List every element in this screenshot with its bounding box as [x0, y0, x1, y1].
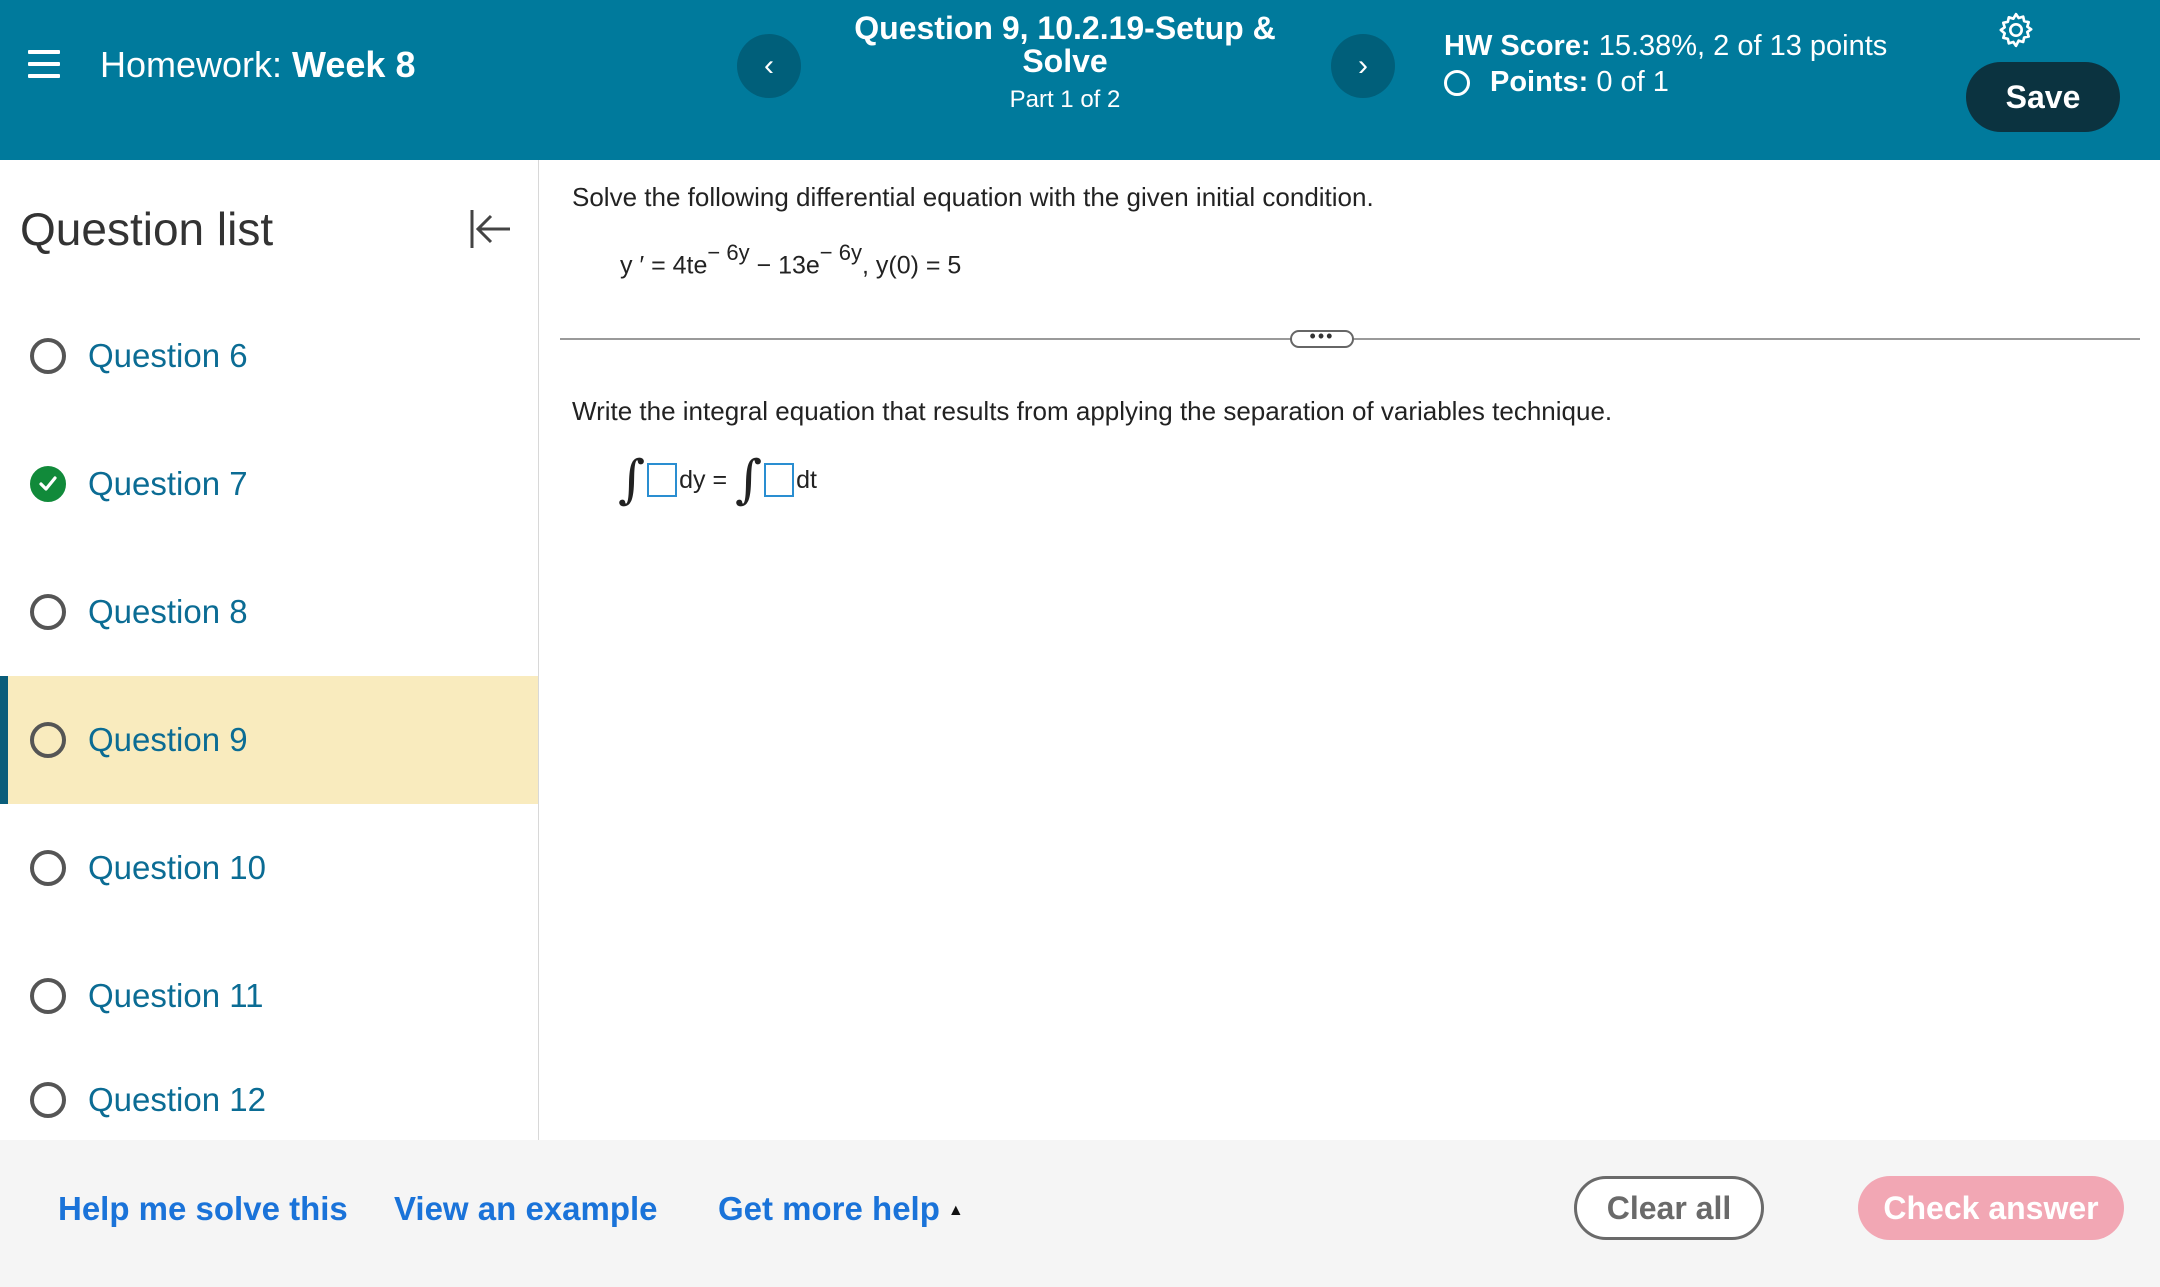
- view-example-link[interactable]: View an example: [394, 1190, 658, 1227]
- question-list-item[interactable]: [0, 932, 538, 1060]
- question-list-label: Question 11: [88, 977, 264, 1014]
- empty-circle-icon: [1444, 70, 1470, 96]
- previous-question-button[interactable]: [737, 34, 801, 98]
- question-list-item[interactable]: [0, 548, 538, 676]
- question-list-label: Question 8: [88, 593, 248, 630]
- question-list-item-active[interactable]: [0, 676, 538, 804]
- question-part: Part 1 of 2: [1009, 86, 1121, 113]
- check-answer-button[interactable]: Check answer: [1858, 1176, 2124, 1240]
- question-list-item[interactable]: [0, 804, 538, 932]
- dt-label: dt: [796, 465, 817, 494]
- equation-exponent: − 6y: [707, 240, 750, 265]
- hamburger-icon[interactable]: [28, 50, 60, 78]
- equation-exponent: − 6y: [819, 240, 862, 265]
- integral-sign: ∫: [618, 450, 646, 510]
- expand-more-button[interactable]: •••: [1290, 330, 1354, 348]
- question-list-panel: [0, 160, 539, 1140]
- caret-up-icon: ▲: [947, 1202, 964, 1220]
- hw-score-value: 15.38%, 2 of 13 points: [1598, 30, 1888, 62]
- question-list-label: Question 10: [88, 849, 266, 886]
- question-list-item[interactable]: [0, 420, 538, 548]
- question-list-label: Question 6: [88, 337, 248, 374]
- homework-prefix: Homework:: [100, 44, 283, 85]
- clear-all-button[interactable]: Clear all: [1574, 1176, 1764, 1240]
- empty-circle-icon: [30, 722, 66, 758]
- chevron-right-icon: ›: [1358, 49, 1368, 82]
- collapse-left-icon[interactable]: [464, 204, 514, 254]
- points-label: Points:: [1490, 66, 1589, 98]
- question-content: [540, 160, 2160, 1140]
- hw-score-label: HW Score:: [1444, 30, 1591, 62]
- question-list-label: Question 7: [88, 465, 248, 502]
- integral-sign: ∫: [735, 450, 763, 510]
- equation-rhs: , y(0) = 5: [862, 251, 962, 280]
- question-list-heading: Question list: [20, 203, 274, 255]
- equation-lhs: y ′ = 4te: [620, 251, 708, 280]
- question-prompt: Solve the following differential equation with the given initial condition.: [572, 182, 1374, 212]
- empty-circle-icon: [30, 594, 66, 630]
- homework-title: [100, 44, 415, 86]
- question-list-label: Question 9: [88, 721, 248, 758]
- save-button[interactable]: Save: [1966, 62, 2120, 132]
- empty-circle-icon: [30, 850, 66, 886]
- question-list-label: Question 12: [88, 1081, 266, 1118]
- dy-label: dy =: [679, 465, 728, 494]
- part-prompt: Write the integral equation that results from applying the separation of variables technique.: [572, 396, 1613, 426]
- integral-equation: [618, 450, 817, 510]
- differential-equation: [620, 240, 962, 280]
- empty-circle-icon: [30, 338, 66, 374]
- question-list-item[interactable]: [0, 292, 538, 420]
- homework-name: Week 8: [292, 44, 416, 85]
- points-status: [1444, 66, 1669, 99]
- question-list-item[interactable]: [0, 1060, 538, 1140]
- checkmark-icon: [30, 466, 66, 502]
- chevron-left-icon: ‹: [764, 49, 774, 82]
- points-value: 0 of 1: [1596, 66, 1669, 98]
- next-question-button[interactable]: [1331, 34, 1395, 98]
- empty-circle-icon: [30, 1082, 66, 1118]
- hw-score: [1444, 30, 1887, 63]
- get-more-help-link[interactable]: [718, 1190, 964, 1228]
- help-me-solve-link[interactable]: Help me solve this: [58, 1190, 348, 1227]
- get-more-help-label: Get more help: [718, 1190, 940, 1227]
- question-title: Question 9, 10.2.19-Setup & Solve: [854, 10, 1276, 79]
- empty-circle-icon: [30, 978, 66, 1014]
- footer-toolbar: [0, 1140, 2160, 1287]
- gear-icon[interactable]: [1996, 10, 2036, 50]
- answer-input-dy[interactable]: [647, 463, 677, 497]
- answer-input-dt[interactable]: [764, 463, 794, 497]
- equation-mid: − 13e: [749, 251, 820, 280]
- top-header: [0, 0, 2160, 160]
